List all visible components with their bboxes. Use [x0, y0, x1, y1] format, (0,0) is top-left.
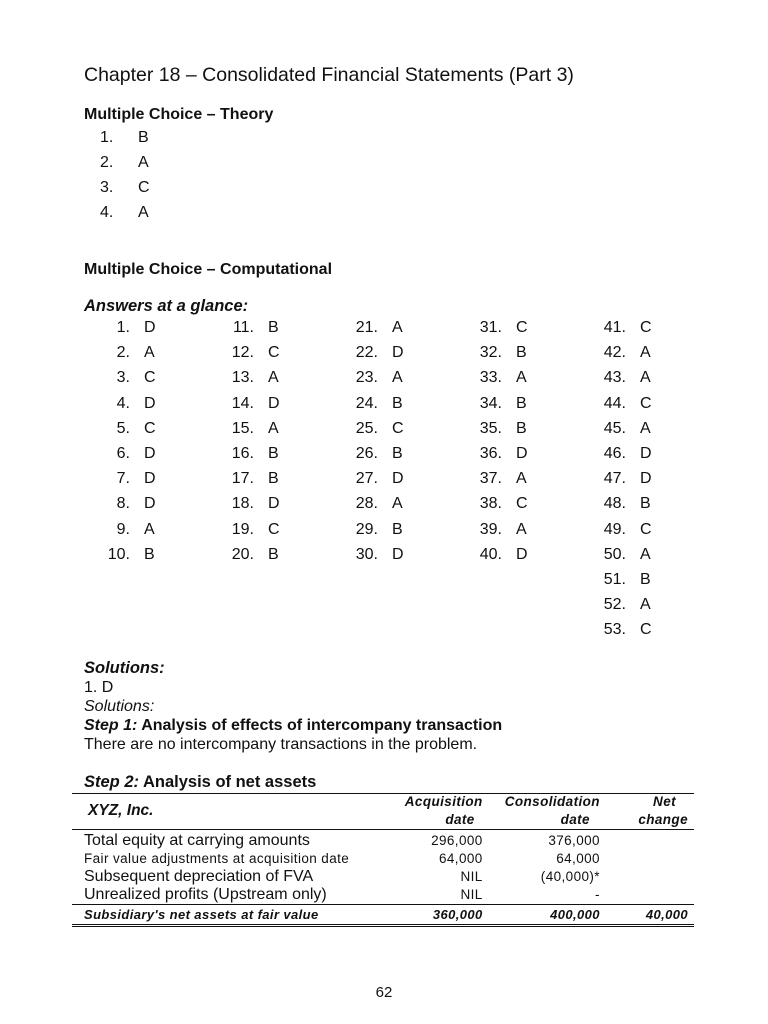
answer-letter: A	[144, 520, 155, 538]
answer-number: 9.	[116, 520, 130, 538]
answer-item	[592, 546, 651, 564]
answer-number: 43.	[603, 369, 626, 387]
answer-item	[344, 521, 403, 539]
answer-number: 15.	[231, 419, 254, 437]
answer-number: 20.	[231, 545, 254, 563]
answer-letter: D	[392, 470, 404, 488]
row-acq-value: NIL	[460, 869, 483, 884]
col-header-acquisition-date: date	[445, 812, 475, 827]
answer-letter: A	[268, 369, 279, 387]
answer-number: 27.	[355, 470, 378, 488]
answer-number: 8.	[116, 495, 130, 513]
answer-item	[468, 369, 527, 387]
answer-item	[96, 521, 155, 539]
answer-number: 48.	[603, 495, 626, 513]
answer-letter: B	[268, 319, 279, 336]
answer-item	[96, 344, 155, 362]
answer-item	[344, 344, 404, 362]
answer-number: 17.	[231, 470, 254, 488]
answer-item	[220, 395, 280, 413]
answer-number: 36.	[479, 445, 502, 462]
answer-letter: A	[392, 319, 403, 336]
answer-letter: D	[392, 344, 404, 362]
theory-heading: Multiple Choice – Theory	[84, 106, 274, 123]
answer-item	[592, 344, 651, 362]
answer-item	[592, 395, 652, 413]
answer-number: 13.	[231, 369, 254, 387]
answer-letter: D	[144, 495, 156, 513]
step2-heading	[84, 773, 316, 792]
answer-letter: A	[640, 344, 651, 362]
answer-letter: A	[392, 495, 403, 513]
theory-item: 4. A	[100, 204, 149, 221]
step2-label: Step 2:	[84, 773, 140, 791]
answer-letter: C	[516, 319, 528, 336]
answer-item	[468, 521, 527, 539]
answer-item	[468, 470, 527, 488]
row-label: Fair value adjustments at acquisition date	[84, 851, 350, 866]
answer-letter: A	[516, 470, 527, 488]
answer-number: 24.	[355, 394, 378, 412]
row-label: Total equity at carrying amounts	[84, 832, 310, 849]
step1-label: Step 1:	[84, 717, 138, 734]
computational-heading: Multiple Choice – Computational	[84, 261, 333, 278]
step1-heading	[84, 717, 502, 735]
row-cons-value: 64,000	[556, 851, 600, 866]
col-header-net: Net	[653, 794, 676, 809]
answer-number: 51.	[603, 571, 626, 588]
row-cons-value: 376,000	[548, 833, 600, 848]
answer-item	[220, 495, 280, 513]
answer-number: 50.	[603, 545, 626, 563]
answer-number: 31.	[479, 319, 502, 336]
answer-number: 37.	[479, 470, 502, 488]
page-title: Chapter 18 – Consolidated Financial Statements (Part 3)	[84, 64, 574, 86]
solutions-subheading: Solutions:	[84, 698, 155, 715]
answer-letter: C	[144, 419, 156, 437]
answer-letter: D	[392, 545, 404, 563]
answer-item	[592, 420, 651, 438]
answer-letter: A	[516, 369, 527, 387]
row-label: Unrealized profits (Upstream only)	[84, 886, 327, 903]
answer-item	[220, 319, 279, 337]
answer-letter: D	[516, 545, 528, 563]
answer-number: 1.	[116, 319, 130, 336]
answer-item	[96, 495, 156, 513]
table-row	[72, 850, 694, 868]
answer-letter: D	[640, 470, 652, 488]
answer-letter: B	[268, 545, 279, 563]
answer-number: 32.	[479, 344, 502, 362]
answer-item	[468, 420, 527, 438]
answer-number: 42.	[603, 344, 626, 362]
answer-letter: D	[144, 470, 156, 488]
answer-number: 47.	[603, 470, 626, 488]
answer-number: 11.	[232, 319, 254, 336]
answer-item	[468, 344, 527, 362]
answer-letter: C	[640, 520, 652, 538]
answer-item	[220, 420, 279, 438]
answer-item	[220, 470, 279, 488]
answer-letter: C	[640, 621, 652, 639]
answer-number: 30.	[355, 545, 378, 563]
answer-letter: C	[516, 495, 528, 513]
answer-item	[344, 495, 403, 513]
answer-number: 18.	[231, 495, 254, 513]
answer-item	[96, 369, 156, 387]
answer-letter: C	[640, 394, 652, 412]
answer-number: 19.	[231, 520, 254, 538]
answer-letter: A	[144, 344, 155, 362]
theory-item: 2. A	[100, 154, 149, 171]
answer-letter: D	[640, 445, 652, 462]
row-acq-value: 296,000	[431, 833, 483, 848]
answer-item	[468, 319, 528, 337]
answer-number: 52.	[603, 596, 626, 614]
answer-letter: A	[640, 596, 651, 614]
answer-item	[96, 420, 156, 438]
answer-number: 53.	[603, 621, 626, 639]
answer-letter: B	[268, 445, 279, 462]
answer-letter: B	[516, 344, 527, 362]
answer-number: 3.	[116, 369, 130, 387]
answer-item	[96, 445, 156, 463]
answer-letter: C	[268, 344, 280, 362]
answer-item	[220, 344, 280, 362]
answer-item	[220, 546, 279, 564]
answer-letter: B	[268, 470, 279, 488]
row-cons-value: -	[595, 887, 600, 902]
answer-letter: B	[516, 394, 527, 412]
total-label: Subsidiary's net assets at fair value	[84, 907, 319, 922]
answer-letter: B	[392, 520, 403, 538]
answer-number: 25.	[355, 419, 378, 437]
answer-number: 34.	[479, 394, 502, 412]
theory-item: 3. C	[100, 179, 150, 196]
answer-letter: B	[392, 445, 403, 462]
answer-letter: A	[268, 419, 279, 437]
answer-item	[468, 495, 528, 513]
answer-number: 26.	[355, 445, 378, 462]
solutions-heading: Solutions:	[84, 659, 165, 677]
answer-number: 49.	[603, 520, 626, 538]
answer-number: 40.	[479, 545, 502, 563]
answer-number: 28.	[355, 495, 378, 513]
answer-item	[96, 470, 156, 488]
table-header-row	[72, 793, 694, 811]
total-cons-value: 400,000	[550, 907, 600, 922]
answer-item	[592, 495, 651, 513]
answer-item	[344, 420, 404, 438]
answer-letter: C	[144, 369, 156, 387]
table-row	[72, 868, 694, 886]
answer-letter: D	[268, 495, 280, 513]
answer-letter: D	[516, 445, 528, 462]
row-cons-value: (40,000)*	[540, 869, 600, 884]
col-header-net-change: change	[638, 812, 688, 827]
answer-number: 35.	[479, 419, 502, 437]
answer-letter: D	[144, 445, 156, 462]
answer-number: 10.	[107, 545, 130, 563]
answer-letter: B	[640, 495, 651, 513]
table-row	[72, 832, 694, 850]
answer-number: 44.	[603, 394, 626, 412]
answer-number: 46.	[603, 445, 626, 462]
answer-item	[592, 470, 652, 488]
answer-item	[468, 395, 527, 413]
answer-item	[96, 546, 155, 564]
answer-letter: A	[640, 419, 651, 437]
answer-number: 16.	[231, 445, 254, 462]
row-net-value	[606, 850, 694, 868]
answer-item	[344, 470, 404, 488]
answer-letter: A	[640, 369, 651, 387]
answer-number: 7.	[116, 470, 130, 488]
answer-letter: A	[392, 369, 403, 387]
answer-item	[96, 319, 156, 337]
page-number: 62	[375, 984, 393, 1001]
row-net-value	[606, 868, 694, 886]
step1-text: There are no intercompany transactions in the problem.	[84, 736, 478, 753]
answer-number: 38.	[479, 495, 502, 513]
answer-number: 33.	[479, 369, 502, 387]
step2-title: Analysis of net assets	[139, 773, 317, 791]
answer-item	[220, 521, 280, 539]
answer-number: 21.	[355, 319, 378, 336]
table-total-row	[72, 906, 694, 925]
answer-number: 5.	[116, 419, 130, 437]
step1-title: Analysis of effects of intercompany transaction	[137, 717, 503, 734]
answer-number: 23.	[355, 369, 378, 387]
answer-item	[344, 319, 403, 337]
net-assets-table	[72, 793, 694, 927]
answer-number: 14.	[231, 394, 254, 412]
table-row	[72, 886, 694, 905]
col-header-consolidation-date: date	[560, 812, 590, 827]
answer-letter: C	[640, 319, 652, 336]
answer-item	[344, 445, 403, 463]
answer-letter: D	[144, 319, 156, 336]
answer-item	[220, 445, 279, 463]
col-header-acquisition: Acquisition	[404, 794, 483, 809]
answer-item	[592, 445, 652, 463]
answer-number: 12.	[231, 344, 254, 362]
answer-letter: C	[268, 520, 280, 538]
answer-item	[592, 521, 652, 539]
answer-item	[344, 546, 404, 564]
answer-letter: C	[392, 419, 404, 437]
answer-number: 22.	[355, 344, 378, 362]
answer-number: 2.	[116, 344, 130, 362]
answer-item	[344, 369, 403, 387]
answer-item	[592, 596, 651, 614]
answer-letter: D	[144, 394, 156, 412]
answer-number: 45.	[603, 419, 626, 437]
answer-item	[592, 571, 651, 589]
row-acq-value: 64,000	[438, 851, 483, 866]
answer-letter: A	[516, 520, 527, 538]
answer-letter: B	[392, 394, 403, 412]
row-acq-value: NIL	[460, 887, 483, 902]
answer-number: 41.	[603, 319, 626, 336]
theory-item: 1. B	[100, 129, 149, 146]
answer-item	[96, 395, 156, 413]
answer-letter: B	[144, 545, 155, 563]
col-header-consolidation: Consolidation	[504, 794, 600, 809]
answer-item	[592, 621, 652, 639]
answer-letter: B	[640, 571, 651, 588]
total-net-value: 40,000	[645, 907, 688, 922]
answer-number: 39.	[479, 520, 502, 538]
bottom-rule-row	[72, 925, 694, 927]
answer-number: 6.	[116, 445, 130, 462]
answer-number: 4.	[116, 394, 130, 412]
total-acq-value: 360,000	[432, 907, 483, 922]
company-name: XYZ, Inc.	[88, 802, 154, 819]
row-net-value	[606, 832, 694, 850]
answer-item	[344, 395, 403, 413]
solution-item: 1. D	[84, 679, 114, 696]
answer-letter: A	[640, 545, 651, 563]
answer-item	[592, 369, 651, 387]
answer-letter: B	[516, 419, 527, 437]
answer-item	[592, 319, 652, 337]
answer-item	[468, 445, 528, 463]
row-net-value	[606, 886, 694, 905]
answer-number: 29.	[355, 520, 378, 538]
row-label: Subsequent depreciation of FVA	[84, 868, 314, 885]
answers-at-a-glance-heading: Answers at a glance:	[84, 297, 249, 315]
answer-letter: D	[268, 394, 280, 412]
answer-item	[220, 369, 279, 387]
answer-item	[468, 546, 528, 564]
